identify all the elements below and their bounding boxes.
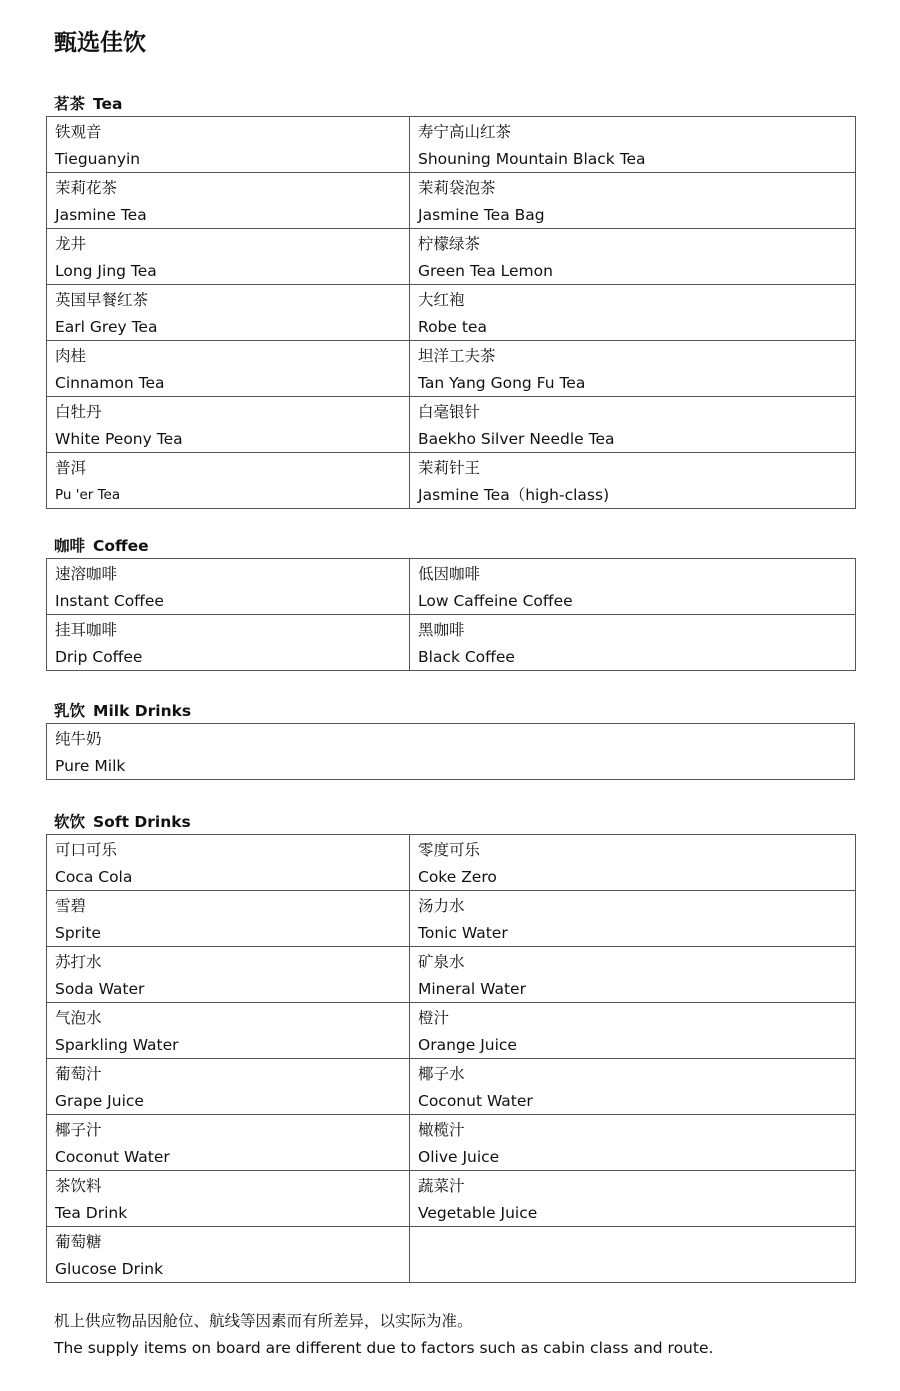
item-name-en: Pu 'er Tea <box>55 487 121 503</box>
item-name-en: Coconut Water <box>55 1148 170 1166</box>
section-soft-drinks <box>46 811 855 1283</box>
item-name-cn <box>418 1229 855 1256</box>
item-name-cn: 橙汁 <box>418 1009 450 1027</box>
item-name-en: Sprite <box>55 924 101 942</box>
item-name-cn: 低因咖啡 <box>418 565 481 583</box>
menu-item <box>410 891 856 947</box>
item-name-cn: 柠檬绿茶 <box>418 235 481 253</box>
item-name-en: Instant Coffee <box>55 592 164 610</box>
item-name-cn: 黑咖啡 <box>418 621 465 639</box>
item-name-en: Pure Milk <box>55 757 126 775</box>
item-name-en: Olive Juice <box>418 1148 500 1166</box>
item-name-cn: 铁观音 <box>55 123 102 141</box>
item-name-en: Tan Yang Gong Fu Tea <box>418 374 586 392</box>
item-name-en: Vegetable Juice <box>418 1204 538 1222</box>
table-row <box>47 1171 856 1227</box>
item-name-cn: 茉莉袋泡茶 <box>418 179 496 197</box>
item-name-en: Mineral Water <box>418 980 526 998</box>
heading-cn: 乳饮 <box>54 702 86 720</box>
section-tea <box>46 93 855 509</box>
table-row <box>47 173 856 229</box>
item-name-en: Drip Coffee <box>55 648 143 666</box>
menu-item <box>47 835 410 891</box>
item-name-cn: 茉莉针王 <box>418 459 481 477</box>
heading-en: Coffee <box>93 537 149 555</box>
item-name-cn: 普洱 <box>55 459 87 477</box>
menu-item <box>410 285 856 341</box>
menu-item <box>410 173 856 229</box>
section-heading <box>46 535 855 557</box>
item-name-cn: 纯牛奶 <box>55 730 102 748</box>
menu-item <box>47 891 410 947</box>
item-name-cn: 英国早餐红茶 <box>55 291 149 309</box>
menu-item <box>410 947 856 1003</box>
item-name-cn: 白毫银针 <box>418 403 481 421</box>
item-name-en: Robe tea <box>418 318 487 336</box>
item-name-cn: 挂耳咖啡 <box>55 621 118 639</box>
item-name-en: Tieguanyin <box>55 150 141 168</box>
item-name-en: Jasmine Tea（high-class) <box>418 486 610 504</box>
item-name-cn: 雪碧 <box>55 897 87 915</box>
menu-item <box>47 1059 410 1115</box>
table-row <box>47 285 856 341</box>
menu-item <box>47 615 410 671</box>
table-row <box>47 559 856 615</box>
item-name-en: Tonic Water <box>418 924 508 942</box>
item-name-cn: 大红袍 <box>418 291 465 309</box>
item-name-cn: 白牡丹 <box>55 403 102 421</box>
heading-en: Tea <box>93 95 123 113</box>
menu-item <box>410 1003 856 1059</box>
item-name-en: Black Coffee <box>418 648 515 666</box>
section-milk-drinks <box>46 700 855 780</box>
menu-item <box>47 1003 410 1059</box>
item-name-cn: 可口可乐 <box>55 841 118 859</box>
menu-item <box>410 835 856 891</box>
table-row <box>47 453 856 509</box>
item-name-en: Jasmine Tea Bag <box>418 206 545 224</box>
menu-item <box>47 173 410 229</box>
item-name-en: Soda Water <box>55 980 145 998</box>
table-row <box>47 1059 856 1115</box>
item-name-en: Cinnamon Tea <box>55 374 165 392</box>
table-row <box>47 724 855 780</box>
section-heading <box>46 811 855 833</box>
heading-cn: 软饮 <box>54 813 86 831</box>
item-name-cn: 坦洋工夫茶 <box>418 347 496 365</box>
item-name-cn: 椰子水 <box>418 1065 465 1083</box>
menu-item <box>47 397 410 453</box>
item-name-cn: 肉桂 <box>55 347 87 365</box>
menu-item <box>410 615 856 671</box>
item-name-cn: 速溶咖啡 <box>55 565 118 583</box>
item-name-cn: 橄榄汁 <box>418 1121 465 1139</box>
footnote <box>54 1308 713 1362</box>
item-name-cn: 气泡水 <box>55 1009 102 1027</box>
table-row <box>47 1227 856 1283</box>
section-heading <box>46 93 855 115</box>
item-name-cn: 蔬菜汁 <box>418 1177 465 1195</box>
menu-item <box>47 117 410 173</box>
heading-cn: 咖啡 <box>54 537 86 555</box>
item-name-cn: 茶饮料 <box>55 1177 102 1195</box>
item-name-en: Coca Cola <box>55 868 133 886</box>
table-row <box>47 1115 856 1171</box>
menu-item <box>47 947 410 1003</box>
menu-item <box>47 341 410 397</box>
menu-item <box>47 1171 410 1227</box>
item-name-cn: 椰子汁 <box>55 1121 102 1139</box>
page-title: 甄选佳饮 <box>54 30 146 56</box>
item-name-en: Jasmine Tea <box>55 206 147 224</box>
heading-en: Milk Drinks <box>93 702 192 720</box>
menu-item <box>47 1115 410 1171</box>
menu-item <box>47 453 410 509</box>
soft-drinks-table <box>46 834 856 1283</box>
item-name-cn: 寿宁高山红茶 <box>418 123 512 141</box>
item-name-en: Low Caffeine Coffee <box>418 592 573 610</box>
item-name-cn: 葡萄汁 <box>55 1065 102 1083</box>
item-name-en: Coconut Water <box>418 1092 533 1110</box>
menu-item <box>47 229 410 285</box>
menu-item <box>410 117 856 173</box>
menu-item <box>410 1115 856 1171</box>
menu-item <box>410 229 856 285</box>
table-row <box>47 341 856 397</box>
menu-item <box>47 1227 410 1283</box>
tea-table <box>46 116 856 509</box>
menu-item <box>410 559 856 615</box>
milk-table <box>46 723 855 780</box>
table-row <box>47 947 856 1003</box>
item-name-cn: 矿泉水 <box>418 953 465 971</box>
menu-item <box>410 397 856 453</box>
item-name-en: Long Jing Tea <box>55 262 157 280</box>
item-name-en: Shouning Mountain Black Tea <box>418 150 646 168</box>
section-heading <box>46 700 855 722</box>
menu-item <box>410 341 856 397</box>
menu-item <box>47 724 855 780</box>
table-row <box>47 891 856 947</box>
item-name-en: Coke Zero <box>418 868 497 886</box>
item-name-en: Glucose Drink <box>55 1260 164 1278</box>
item-name-cn: 龙井 <box>55 235 87 253</box>
empty-cell <box>410 1227 856 1283</box>
item-name-cn: 零度可乐 <box>418 841 481 859</box>
item-name-en: Baekho Silver Needle Tea <box>418 430 615 448</box>
item-name-en: Sparkling Water <box>55 1036 179 1054</box>
coffee-table <box>46 558 856 671</box>
footnote-cn: 机上供应物品因舱位、航线等因素而有所差异，以实际为准。 <box>54 1312 473 1330</box>
item-name-en: Tea Drink <box>55 1204 128 1222</box>
table-row <box>47 397 856 453</box>
table-row <box>47 117 856 173</box>
table-row <box>47 229 856 285</box>
menu-item <box>47 285 410 341</box>
table-row <box>47 1003 856 1059</box>
item-name-en: White Peony Tea <box>55 430 183 448</box>
footnote-en: The supply items on board are different due to factors such as cabin class and route. <box>54 1339 714 1357</box>
item-name-en: Green Tea Lemon <box>418 262 553 280</box>
menu-item <box>410 1059 856 1115</box>
item-name-cn: 葡萄糖 <box>55 1233 102 1251</box>
heading-en: Soft Drinks <box>93 813 191 831</box>
table-row <box>47 835 856 891</box>
section-coffee <box>46 535 855 671</box>
menu-item <box>47 559 410 615</box>
item-name-en: Earl Grey Tea <box>55 318 158 336</box>
menu-item <box>410 1171 856 1227</box>
table-row <box>47 615 856 671</box>
item-name-cn: 苏打水 <box>55 953 102 971</box>
item-name-en: Grape Juice <box>55 1092 144 1110</box>
item-name-cn: 汤力水 <box>418 897 465 915</box>
menu-item <box>410 453 856 509</box>
item-name-en: Orange Juice <box>418 1036 517 1054</box>
heading-cn: 茗茶 <box>54 95 86 113</box>
item-name-cn: 茉莉花茶 <box>55 179 118 197</box>
